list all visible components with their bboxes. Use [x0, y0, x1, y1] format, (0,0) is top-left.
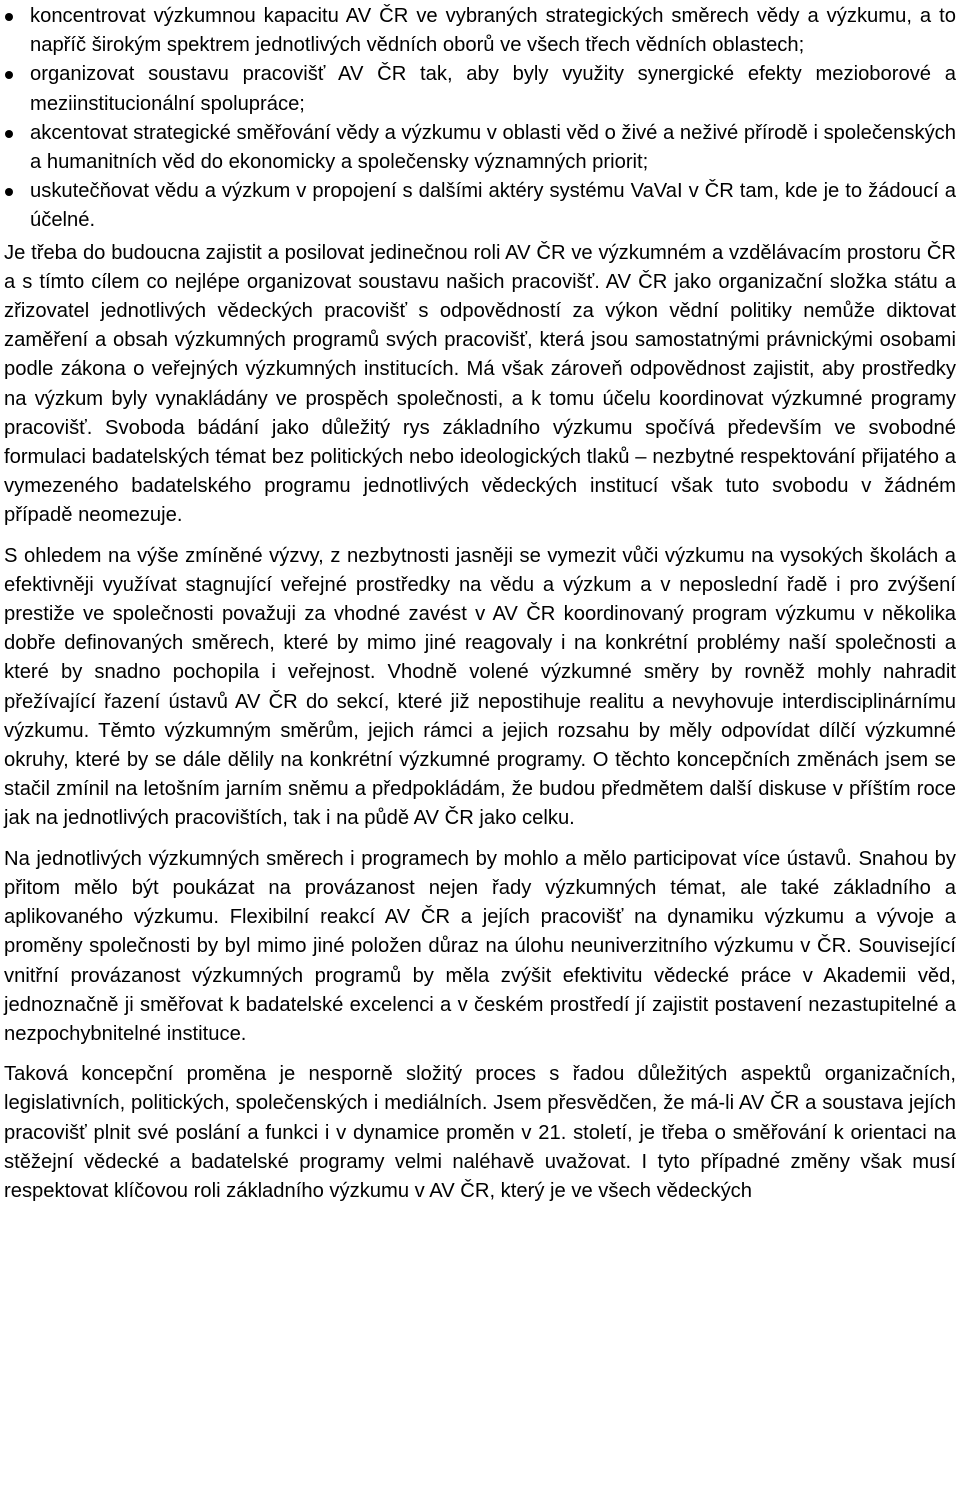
paragraph-coordinated-program: S ohledem na výše zmíněné výzvy, z nezbytnosti jasněji se vymezit vůči výzkumu na vysokých školách a efektivněji využívat stagnující veřejné prostředky na vědu a výzkum a v neposlední řadě i pro zvýšení prestiže ve společnosti považuji za vhodné zavést v AV ČR koordinovaný program výzkumu v několika dobře definovaných směrech, které by mimo jiné reagovaly i na konkrétní problémy naší společnosti a které by snadno pochopila i veřejnost. Vhodně volené výzkumné směry by rovněž mohly nahradit přežívající řazení ústavů AV ČR do sekcí, které již nepostihuje realitu a nevyhovuje interdisciplinárnímu výzkumu. Těmto výzkumným směrům, jejich rámci a jejich rozsahu by měly odpovídat dílčí výzkumné okruhy, které by se dále dělily na konkrétní výzkumné programy. O těchto koncepčních změnách jsem se stačil zmínil na letošním jarním sněmu a předpokládám, že budou předmětem další diskuse v příštím roce jak na jednotlivých pracovištích, tak i na půdě AV ČR jako celku. [4, 544, 956, 830]
bullet-item [4, 2, 956, 60]
bullet-text: uskutečňovat vědu a výzkum v propojení s dalšími aktéry systému VaVaI v ČR tam, kde je to žádoucí a účelné. [30, 180, 956, 232]
bullet-item [4, 60, 956, 118]
bullet-text: akcentovat strategické směřování vědy a výzkumu v oblasti věd o živé a neživé přírodě i společenských a humanitních věd do ekonomicky a společensky významných priorit; [30, 121, 956, 174]
document-page [4, 2, 956, 1206]
bullet-text: koncentrovat výzkumnou kapacitu AV ČR ve vybraných strategických směrech vědy a výzkumu, a to napříč širokým spektrem jednotlivých vědních oborů ve všech třech vědních oblastech; [30, 5, 956, 57]
bullet-dot-icon [5, 130, 13, 138]
bullet-list [4, 2, 956, 236]
bullet-dot-icon [5, 13, 13, 21]
bullet-item [4, 119, 956, 177]
paragraph-conceptual-change: Taková koncepční proměna je nesporně složitý proces s řadou důležitých aspektů organizačních, legislativních, politických, společenských i mediálních. Jsem přesvědčen, že má-li AV ČR a soustava jejích pracovišť plnit své poslání a funkci i v dynamice proměn v 21. století, je třeba o směřování k orientaci na stěžejní vědecké a badatelské programy velmi naléhavě uvažovat. I tyto případné změny však musí respektovat klíčovou roli základního výzkumu v AV ČR, který je ve všech vědeckých [4, 1063, 956, 1202]
bullet-item [4, 177, 956, 235]
paragraph-research-directions: Na jednotlivých výzkumných směrech i programech by mohlo a mělo participovat více ústavů. Snahou by přitom mělo být poukázat na provázanost nejen řady výzkumných témat, ale také základního a aplikovaného výzkumu. Flexibilní reakcí AV ČR a jejích pracovišť na dynamiku výzkumu a vývoje a proměny společnosti by byl mimo jiné položen důraz na úlohu neuniverzitního výzkumu v ČR. Související vnitřní provázanost výzkumných programů by měla zvýšit efektivitu vědecké práce v Akademii věd, jednoznačně ji směřovat k badatelské excelenci a v českém prostředí jí zajistit postavení nezastupitelné a nezpochybnitelné instituce. [4, 847, 956, 1045]
bullet-dot-icon [5, 71, 13, 79]
paragraph-role-of-av: Je třeba do budoucna zajistit a posilovat jedinečnou roli AV ČR ve výzkumném a vzdělávacím prostoru ČR a s tímto cílem co nejlépe organizovat soustavu našich pracovišť. AV ČR jako organizační složka státu a zřizovatel jednotlivých vědeckých pracovišť s odpovědností za výkon vědní politiky nemůže diktovat zaměření a obsah výzkumných programů svých pracovišť, která jsou samostatnými právnickými osobami podle zákona o veřejných výzkumných institucích. Má však zároveň odpovědnost zajistit, aby prostředky na výzkum byly vynakládány ve prospěch společnosti, a k tomu účelu koordinovat výzkumné programy pracovišť. Svoboda bádání jako důležitý rys základního výzkumu spočívá především ve svobodné formulaci badatelských témat bez politických nebo ideologických tlaků – nezbytné respektování přijatého a vymezeného badatelského programu jednotlivých vědeckých institucí však tuto svobodu v žádném případě neomezuje. [4, 241, 956, 527]
bullet-text: organizovat soustavu pracovišť AV ČR tak, aby byly využity synergické efekty mezioborové a meziinstitucionální spolupráce; [30, 63, 956, 115]
bullet-dot-icon [5, 188, 13, 196]
